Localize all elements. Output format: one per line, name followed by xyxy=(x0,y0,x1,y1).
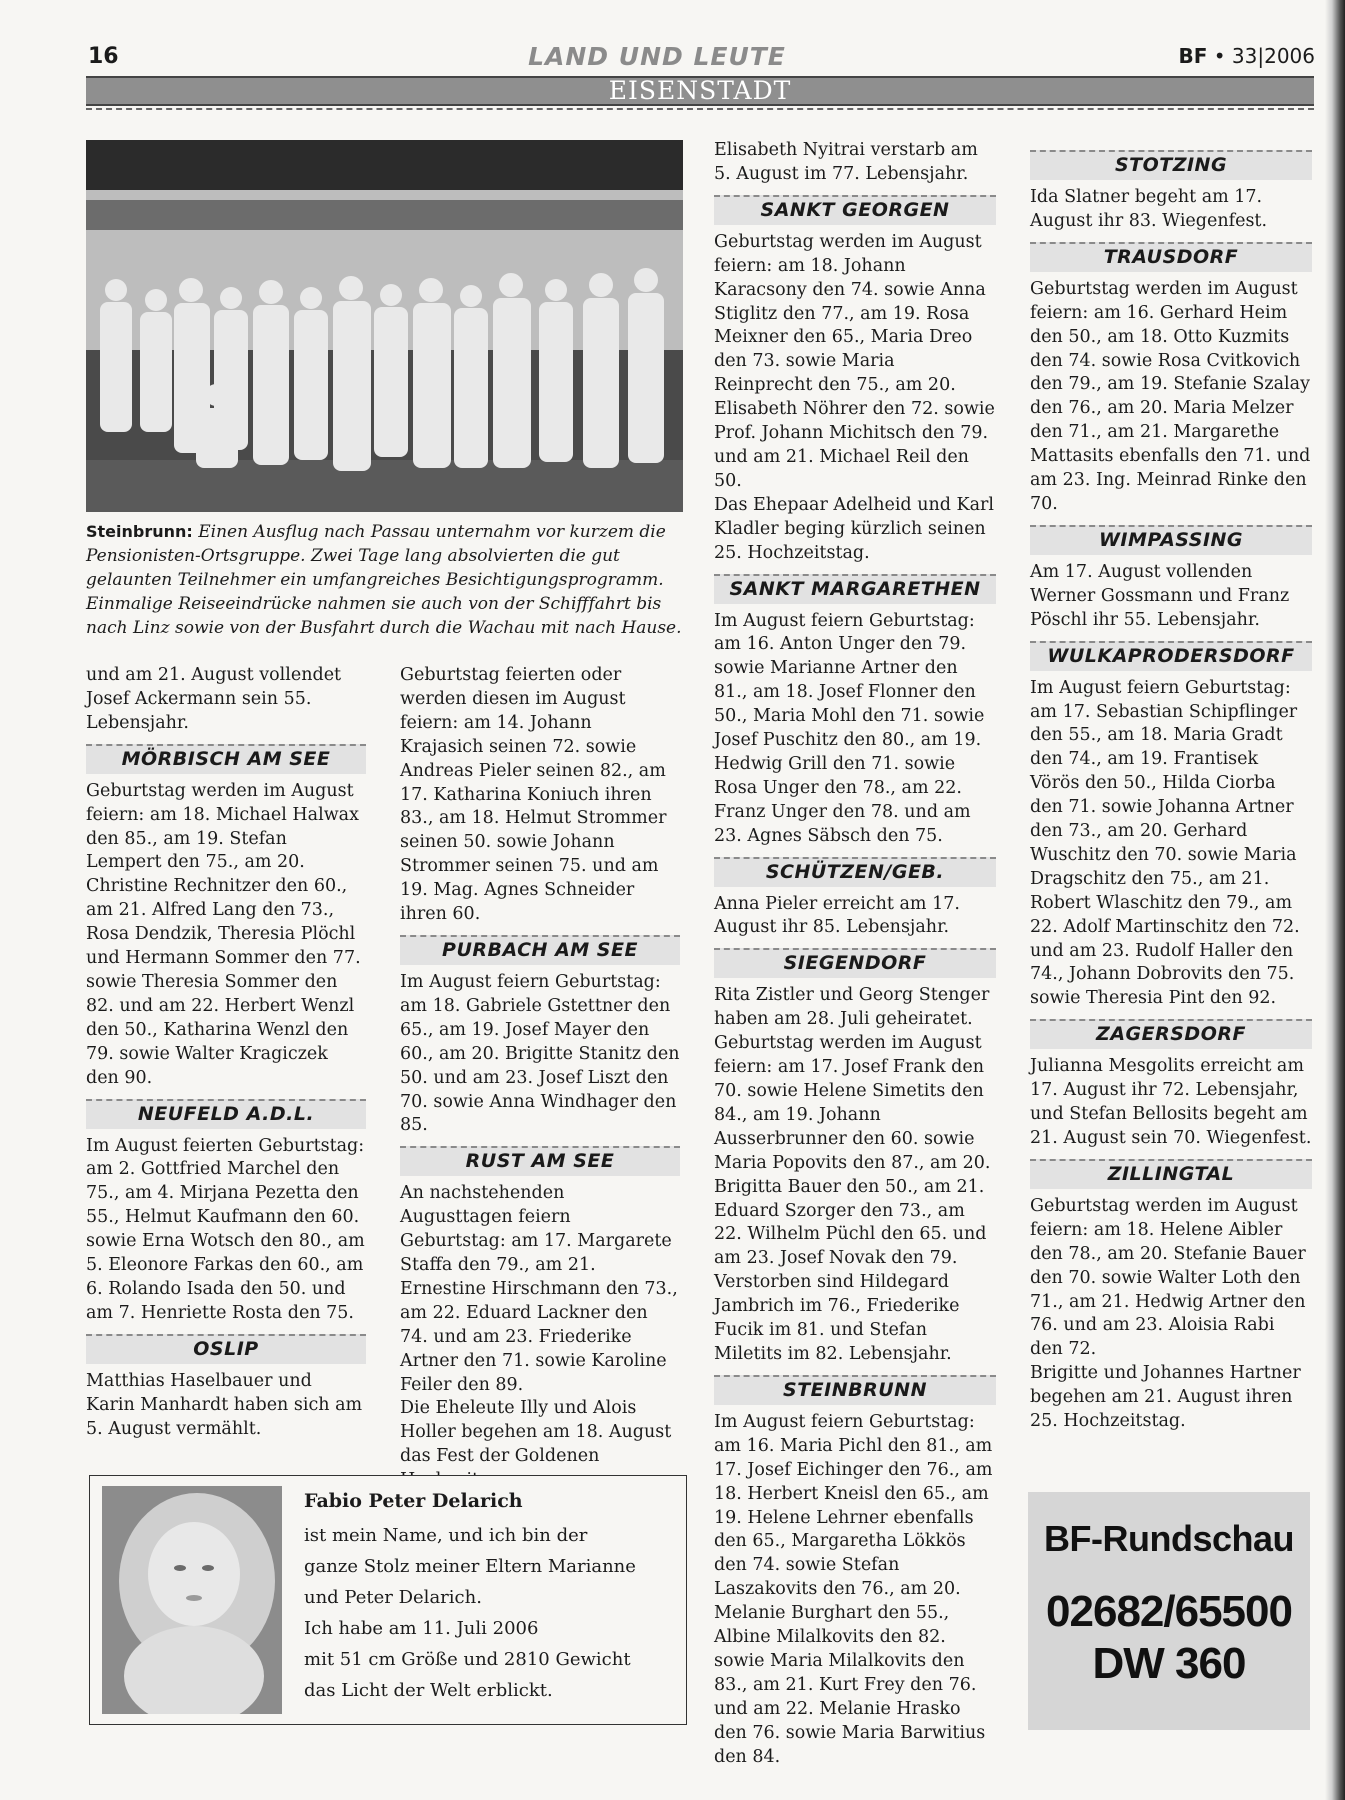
heading-siegendorf: SIEGENDORF xyxy=(714,948,996,978)
heading-wulkaprodersdorf: WULKAPRODERSDORF xyxy=(1030,641,1312,671)
text-wimpassing: Am 17. August vollenden Werner Gossmann und Franz Pöschl ihr 55. Lebensjahr. xyxy=(1030,561,1290,630)
region-bar: EISENSTADT xyxy=(86,76,1314,106)
heading-oslip: OSLIP xyxy=(86,1334,366,1364)
baby-line: Ich habe am 11. Juli 2006 xyxy=(304,1618,539,1639)
heading-moerbisch: MÖRBISCH AM SEE xyxy=(86,744,366,774)
baby-photo xyxy=(102,1486,282,1714)
heading-zagersdorf: ZAGERSDORF xyxy=(1030,1019,1312,1049)
heading-steinbrunn: STEINBRUNN xyxy=(714,1375,996,1405)
column-1 xyxy=(86,664,366,1441)
heading-schuetzen: SCHÜTZEN/GEB. xyxy=(714,857,996,887)
baby-line: mit 51 cm Größe und 2810 Gewicht xyxy=(304,1649,631,1670)
text-sankt-georgen-anniversary: Das Ehepaar Adelheid und Karl Kladler beging kürzlich seinen 25. Hochzeitstag. xyxy=(714,494,994,563)
issue-brand: BF xyxy=(1178,44,1208,68)
section-title: LAND UND LEUTE xyxy=(528,42,786,71)
baby-name: Fabio Peter Delarich xyxy=(304,1490,523,1512)
heading-stotzing: STOTZING xyxy=(1030,150,1312,180)
text-rust: An nachstehenden Augusttagen feiern Geburtstag: am 17. Margarete Staffa den 79., am 21. Ernestine Hirschmann den 73., am 22. Eduard Lackner den 74. und am 23. Friederike Artner den 71. sowie Karoline Feiler den 89. xyxy=(400,1183,678,1395)
baby-line: ganze Stolz meiner Eltern Marianne xyxy=(304,1556,636,1577)
column-2 xyxy=(400,664,680,1493)
caption-text: Einen Ausflug nach Passau unternahm vor kurzem die Pensionisten-Ortsgruppe. Zwei Tage lang absolvierten die gut gelaunten Teilnehmer ein umfangreiches Besichtigungsprogramm. Einmalige Reiseeindrücke nahmen sie auch von der Schifffahrt bis nach Linz sowie von der Busfahrt durch die Wachau mit nach Hause. xyxy=(86,522,682,638)
page-number: 16 xyxy=(88,44,119,69)
column-3 xyxy=(714,139,996,1769)
text-wulkaprodersdorf: Im August feiern Geburtstag: am 17. Sebastian Schipflinger den 55., am 18. Maria Gradt den 74., am 19. Frantisek Vörös den 50., Hilda Ciorba den 71. sowie Johanna Artner den 73., am 20. Gerhard Wuschitz den 70. sowie Maria Dragschitz den 75., am 21. Robert Wlaschitz den 79., am 22. Adolf Martinschitz den 72. und am 23. Rudolf Haller den 74., Johann Dobrovits den 75. sowie Theresia Pint den 92. xyxy=(1030,677,1300,1009)
text-moerbisch: Geburtstag werden im August feiern: am 18. Michael Halwax den 85., am 19. Stefan Lempert den 75., am 20. Christine Rechnitzer den 60., am 21. Alfred Lang den 73., Rosa Dendzik, Theresia Plöchl und Hermann Sommer den 77. sowie Theresia Sommer den 82. und am 22. Herbert Wenzl den 50., Katharina Wenzl den 79. sowie Walter Kragiczek den 90. xyxy=(86,780,361,1088)
baby-line: und Peter Delarich. xyxy=(304,1587,482,1608)
text-zillingtal: Geburtstag werden im August feiern: am 18. Helene Aibler den 78., am 20. Stefanie Bauer den 70. sowie Walter Loth den 71., am 21. Hedwig Artner den 76. und am 23. Aloisia Rabi den 72. xyxy=(1030,1195,1306,1360)
issue-info xyxy=(1178,44,1315,68)
caption-place: Steinbrunn: xyxy=(86,522,193,541)
heading-zillingtal: ZILLINGTAL xyxy=(1030,1159,1312,1189)
text-sankt-georgen: Geburtstag werden im August feiern: am 18. Johann Karacsony den 74. sowie Anna Stiglitz den 77., am 19. Rosa Meixner den 65., Maria Dreo den 73. sowie Maria Reinprecht den 75., am 20. Elisabeth Nöhrer den 72. sowie Prof. Johann Michitsch den 79. und am 21. Michael Reil den 50. xyxy=(714,231,995,491)
heading-wimpassing: WIMPASSING xyxy=(1030,525,1312,555)
text-siegendorf-wedding: Rita Zistler und Georg Stenger haben am 28. Juli geheiratet. xyxy=(714,985,990,1030)
heading-rust: RUST AM SEE xyxy=(400,1146,680,1176)
page-binding-shadow xyxy=(1325,0,1345,1800)
baby-line: ist mein Name, und ich bin der xyxy=(304,1525,588,1546)
text-sankt-margarethen: Im August feiern Geburtstag: am 16. Anton Unger den 79. sowie Marianne Artner den 81., am 18. Josef Flonner den 50., Maria Mohl den 71. sowie Josef Puschitz den 80., am 19. Hedwig Grill den 71. sowie Rosa Unger den 78., am 22. Franz Unger den 78. und am 23. Agnes Säbsch den 75. xyxy=(714,610,985,846)
col1-intro: und am 21. August vollendet Josef Ackermann sein 55. Lebensjahr. xyxy=(86,665,342,733)
ad-phone: 02682/65500 xyxy=(1046,1587,1292,1636)
baby-text xyxy=(304,1520,674,1706)
rundschau-ad xyxy=(1028,1492,1310,1730)
heading-neufeld: NEUFELD A.D.L. xyxy=(86,1099,366,1129)
text-siegendorf-birthdays: Geburtstag werden im August feiern: am 17. Josef Frank den 70. sowie Helene Simetits den 84., am 19. Johann Ausserbrunner den 60. sowie Maria Popovits den 87., am 20. Brigitta Bauer den 50., am 21. Eduard Szorger den 73., am 22. Wilhelm Püchl den 65. und am 23. Josef Novak den 79. xyxy=(714,1033,991,1269)
col3-intro: Elisabeth Nyitrai verstarb am 5. August im 77. Lebensjahr. xyxy=(714,140,978,184)
column-4 xyxy=(1030,150,1312,1434)
text-neufeld: Im August feierten Geburtstag: am 2. Gottfried Marchel den 75., am 4. Mirjana Pezetta den 55., Helmut Kaufmann den 60. sowie Erna Wotsch den 80., am 5. Eleonore Farkas den 60., am 6. Rolando Isada den 50. und am 7. Henriette Rosta den 75. xyxy=(86,1135,365,1323)
birth-announcement xyxy=(89,1475,687,1725)
text-zagersdorf: Julianna Mesgolits erreicht am 17. August ihr 72. Lebensjahr, und Stefan Bellosits begeht am 21. August sein 70. Wiegenfest. xyxy=(1030,1056,1312,1148)
text-purbach: Im August feiern Geburtstag: am 18. Gabriele Gstettner den 65., am 19. Josef Mayer den 60., am 20. Brigitte Stanitz den 50. und am 23. Josef Liszt den 70. sowie Anna Windhager den 85. xyxy=(400,971,680,1136)
group-photo xyxy=(86,140,683,512)
group-photo-image xyxy=(86,140,683,512)
issue-number: 33|2006 xyxy=(1231,44,1315,68)
heading-sankt-georgen: SANKT GEORGEN xyxy=(714,195,996,225)
text-zillingtal-anniversary: Brigitte und Johannes Hartner begehen am 21. August ihren 25. Hochzeitstag. xyxy=(1030,1363,1301,1432)
text-rust-wedding: Die Eheleute Illy und Alois Holler begehen am 18. August das Fest der Goldenen xyxy=(400,1398,672,1467)
ad-title: BF-Rundschau xyxy=(1044,1518,1294,1559)
heading-trausdorf: TRAUSDORF xyxy=(1030,242,1312,272)
issue-separator: • xyxy=(1213,44,1226,68)
header-divider xyxy=(86,108,1314,110)
text-trausdorf: Geburtstag werden im August feiern: am 16. Gerhard Heim den 50., am 18. Otto Kuzmits den 74. sowie Rosa Cvitkovich den 79., am 19. Stefanie Szalay den 76., am 20. Maria Melzer den 71., am 21. Margarethe Mattasits ebenfalls den 71. und am 23. Ing. Meinrad Rinke den 70. xyxy=(1030,278,1311,514)
text-oslip: Matthias Haselbauer und Karin Manhardt haben sich am 5. August vermählt. xyxy=(86,1370,363,1439)
text-siegendorf-deaths: Verstorben sind Hildegard Jambrich im 76., Friederike Fucik im 81. und Stefan Miletits im 82. Lebensjahr. xyxy=(714,1272,960,1364)
baby-photo-image xyxy=(102,1486,282,1714)
heading-purbach: PURBACH AM SEE xyxy=(400,935,680,965)
baby-line: das Licht der Welt erblickt. xyxy=(304,1680,553,1701)
text-schuetzen: Anna Pieler erreicht am 17. August ihr 85. Lebensjahr. xyxy=(714,893,960,938)
text-steinbrunn: Im August feiern Geburtstag: am 16. Maria Pichl den 81., am 17. Josef Eichinger den 76., am 18. Herbert Kneisl den 65., am 19. Helene Lehrner ebenfalls den 65., Margaretha Lökkös den 74. sowie Stefan Laszakovits den 76., am 20. Melanie Burghart den 55., Albine Milalkovits den 82. sowie Maria Milalkovits den 83., am 21. Kurt Frey den 76. und am 22. Melanie Hrasko den 76. sowie Maria Barwitius den 84. xyxy=(714,1411,993,1767)
photo-caption xyxy=(86,520,686,640)
col2-intro: Geburtstag feierten oder werden diesen im August feiern: am 14. Johann Krajasich seinen 72. sowie Andreas Pieler seinen 82., am 17. Katharina Koniuch ihren 83., am 18. Helmut Strommer seinen 50. sowie Johann Strommer seinen 75. und am 19. Mag. Agnes Schneider ihren 60. xyxy=(400,665,667,925)
text-stotzing: Ida Slatner begeht am 17. August ihr 83. Wiegenfest. xyxy=(1030,187,1268,231)
heading-sankt-margarethen: SANKT MARGARETHEN xyxy=(714,574,996,604)
ad-extension: DW 360 xyxy=(1092,1639,1246,1688)
